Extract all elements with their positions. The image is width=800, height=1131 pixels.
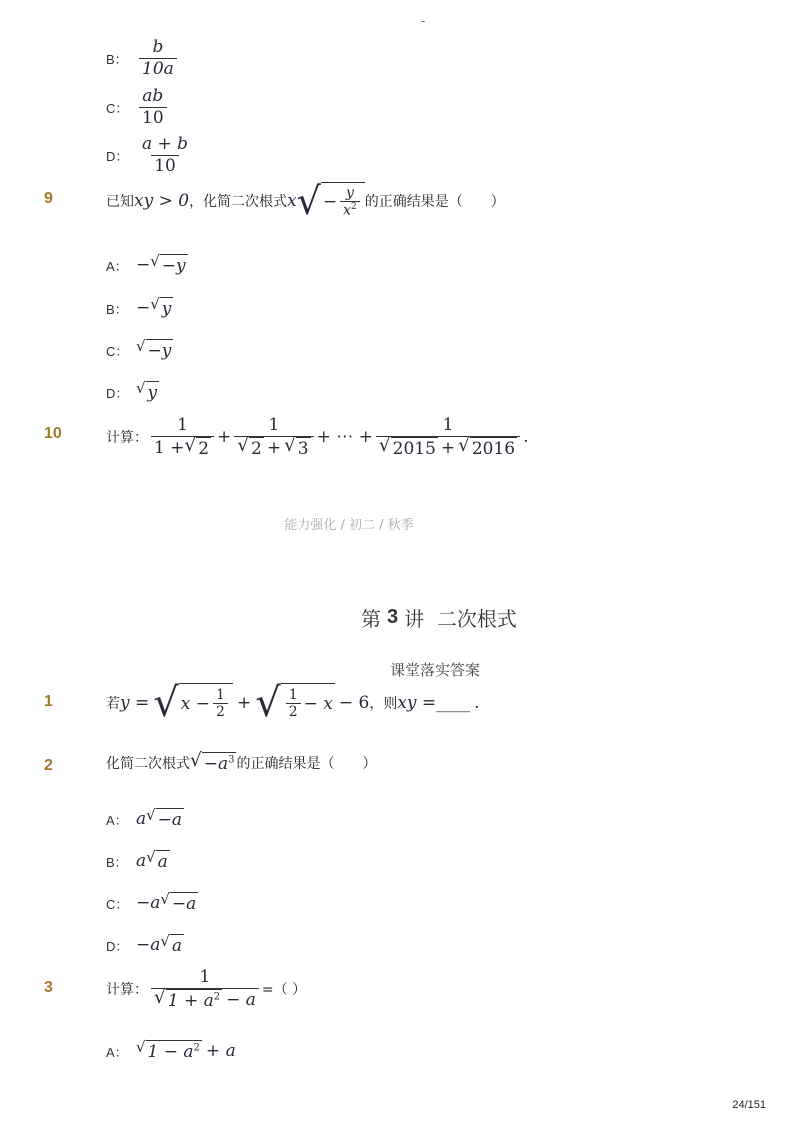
option-label: B： [106, 301, 128, 317]
answer-number-1: 1 [44, 693, 53, 710]
answer-number-2: 2 [44, 757, 53, 774]
question-number-10: 10 [44, 425, 62, 442]
q9-option-b[interactable]: B： − √ y [106, 295, 172, 319]
question-9-stem: 已知 xy > 0 ，化简二次根式 x √ − $\frac{y}{x^2}$ 的正确结果是（ ） [106, 179, 505, 223]
option-label: D： [106, 938, 129, 954]
option-label: A： [106, 1044, 128, 1060]
q8-option-b[interactable]: B： $\frac{b}{10a}$ [106, 38, 180, 79]
page-number: 24/151 [732, 1099, 766, 1111]
footer-breadcrumb: 能力强化 / 初二 / 秋季 [284, 518, 414, 533]
a3-option-a[interactable]: A： √ $1 - a^2$ + a [106, 1038, 236, 1062]
option-label: A： [106, 258, 128, 274]
question-10-stem: 计算： 1 1 + √ 2 + 1 √ 2 + √ 3 + ⋯ + 1 √ 2015 + √ 2016 . [106, 415, 529, 459]
q9-option-c[interactable]: C： √ −y [106, 337, 172, 361]
lecture-title: 第 3 讲 二次根式 [361, 606, 517, 631]
answer-1-stem: 若 y = √ x − $\frac{1}{2}$ + √ $\frac{1}{2}$ − x − 6 ，则 xy = ____ . [106, 680, 480, 726]
top-mark: - [421, 14, 426, 28]
option-label: D： [106, 385, 129, 401]
option-label: B： [106, 51, 128, 67]
answer-2-stem: 化简二次根式 √ $-a^3$ 的正确结果是（ ） [106, 750, 377, 774]
a2-option-d[interactable]: D： −a √ a [106, 932, 183, 956]
q8-option-d[interactable]: D： $\frac{a + b}{10}$ [106, 134, 189, 176]
option-label: D： [106, 148, 129, 164]
q9-option-d[interactable]: D： √ y [106, 379, 158, 403]
option-label: B： [106, 854, 128, 870]
section-title: 课堂落实答案 [390, 661, 481, 679]
a2-option-b[interactable]: B： a √ a [106, 848, 168, 872]
option-label: C： [106, 896, 129, 912]
answer-blank[interactable]: ____ [436, 693, 471, 713]
q9-option-a[interactable]: A： − √ −y [106, 252, 186, 276]
a2-option-c[interactable]: C： −a √ −a [106, 890, 197, 914]
option-label: A： [106, 812, 128, 828]
radical: √ − $\frac{y}{x^2}$ [297, 182, 365, 220]
answer-3-stem: 计算： 1 √ $1 + a^2$ − a =（ ） [106, 967, 307, 1011]
q8-option-c[interactable]: C： $\frac{ab}{10}$ [106, 87, 170, 128]
option-label: C： [106, 100, 129, 116]
question-number-9: 9 [44, 190, 53, 207]
option-label: C： [106, 343, 129, 359]
a2-option-a[interactable]: A： a √ −a [106, 806, 183, 830]
answer-number-3: 3 [44, 979, 53, 996]
